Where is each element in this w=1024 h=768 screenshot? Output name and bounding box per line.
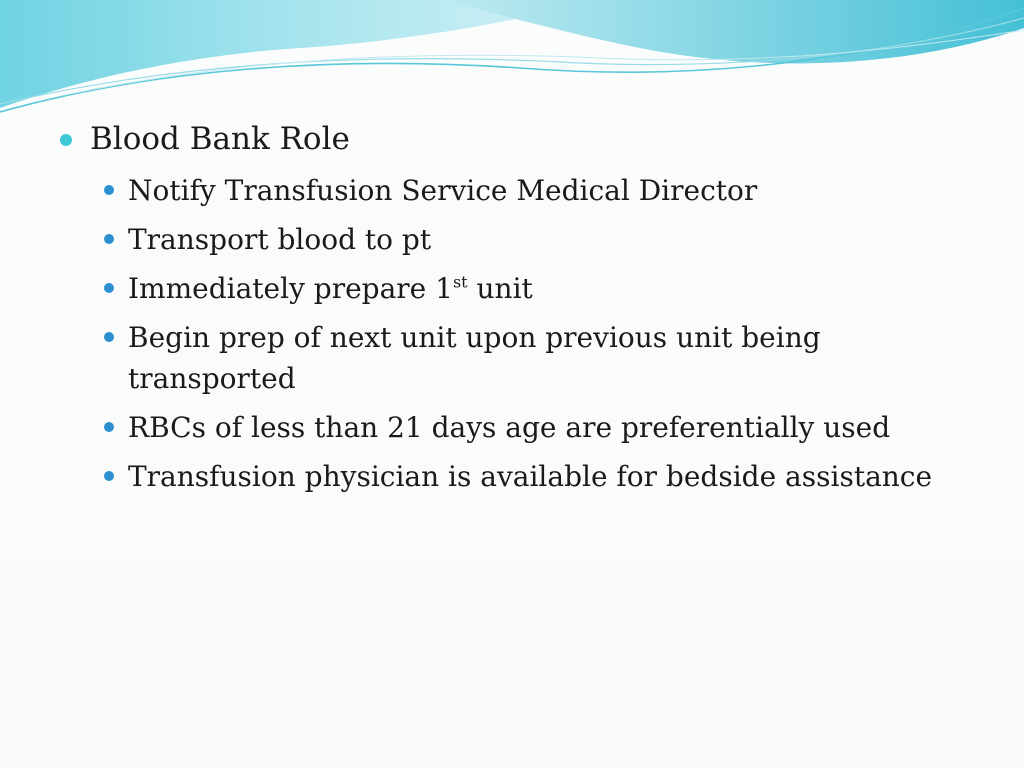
list-item-text-pre: Immediately prepare 1 <box>128 272 453 305</box>
superscript-ordinal: st <box>452 272 468 292</box>
list-item <box>104 317 990 399</box>
list-item-text: Notify Transfusion Service Medical Director <box>128 174 758 207</box>
list-item <box>104 456 990 497</box>
list-item-text: Transport blood to pt <box>128 223 432 256</box>
list-item-text <box>128 268 948 309</box>
list-item <box>104 407 990 448</box>
list-item-text: RBCs of less than 21 days age are preferentially used <box>128 411 891 444</box>
bullet-dot-icon <box>104 471 114 481</box>
bullet-dot-icon <box>60 134 72 146</box>
main-bullet <box>60 118 990 160</box>
list-item-text: Begin prep of next unit upon previous unit being transported <box>128 321 821 395</box>
slide-content <box>60 118 990 505</box>
wave-band-right <box>440 0 1024 63</box>
list-item <box>104 170 990 211</box>
bullet-dot-icon <box>104 332 114 342</box>
sub-bullet-list <box>104 170 990 497</box>
list-item <box>104 219 990 260</box>
list-item-text-post: unit <box>467 272 533 305</box>
bullet-dot-icon <box>104 234 114 244</box>
main-heading: Blood Bank Role <box>90 121 350 157</box>
list-item-text: Transfusion physician is available for bedside assistance <box>128 460 933 493</box>
bullet-dot-icon <box>104 283 114 293</box>
header-wave-decoration <box>0 0 1024 130</box>
bullet-dot-icon <box>104 185 114 195</box>
bullet-dot-icon <box>104 422 114 432</box>
list-item <box>104 268 990 309</box>
